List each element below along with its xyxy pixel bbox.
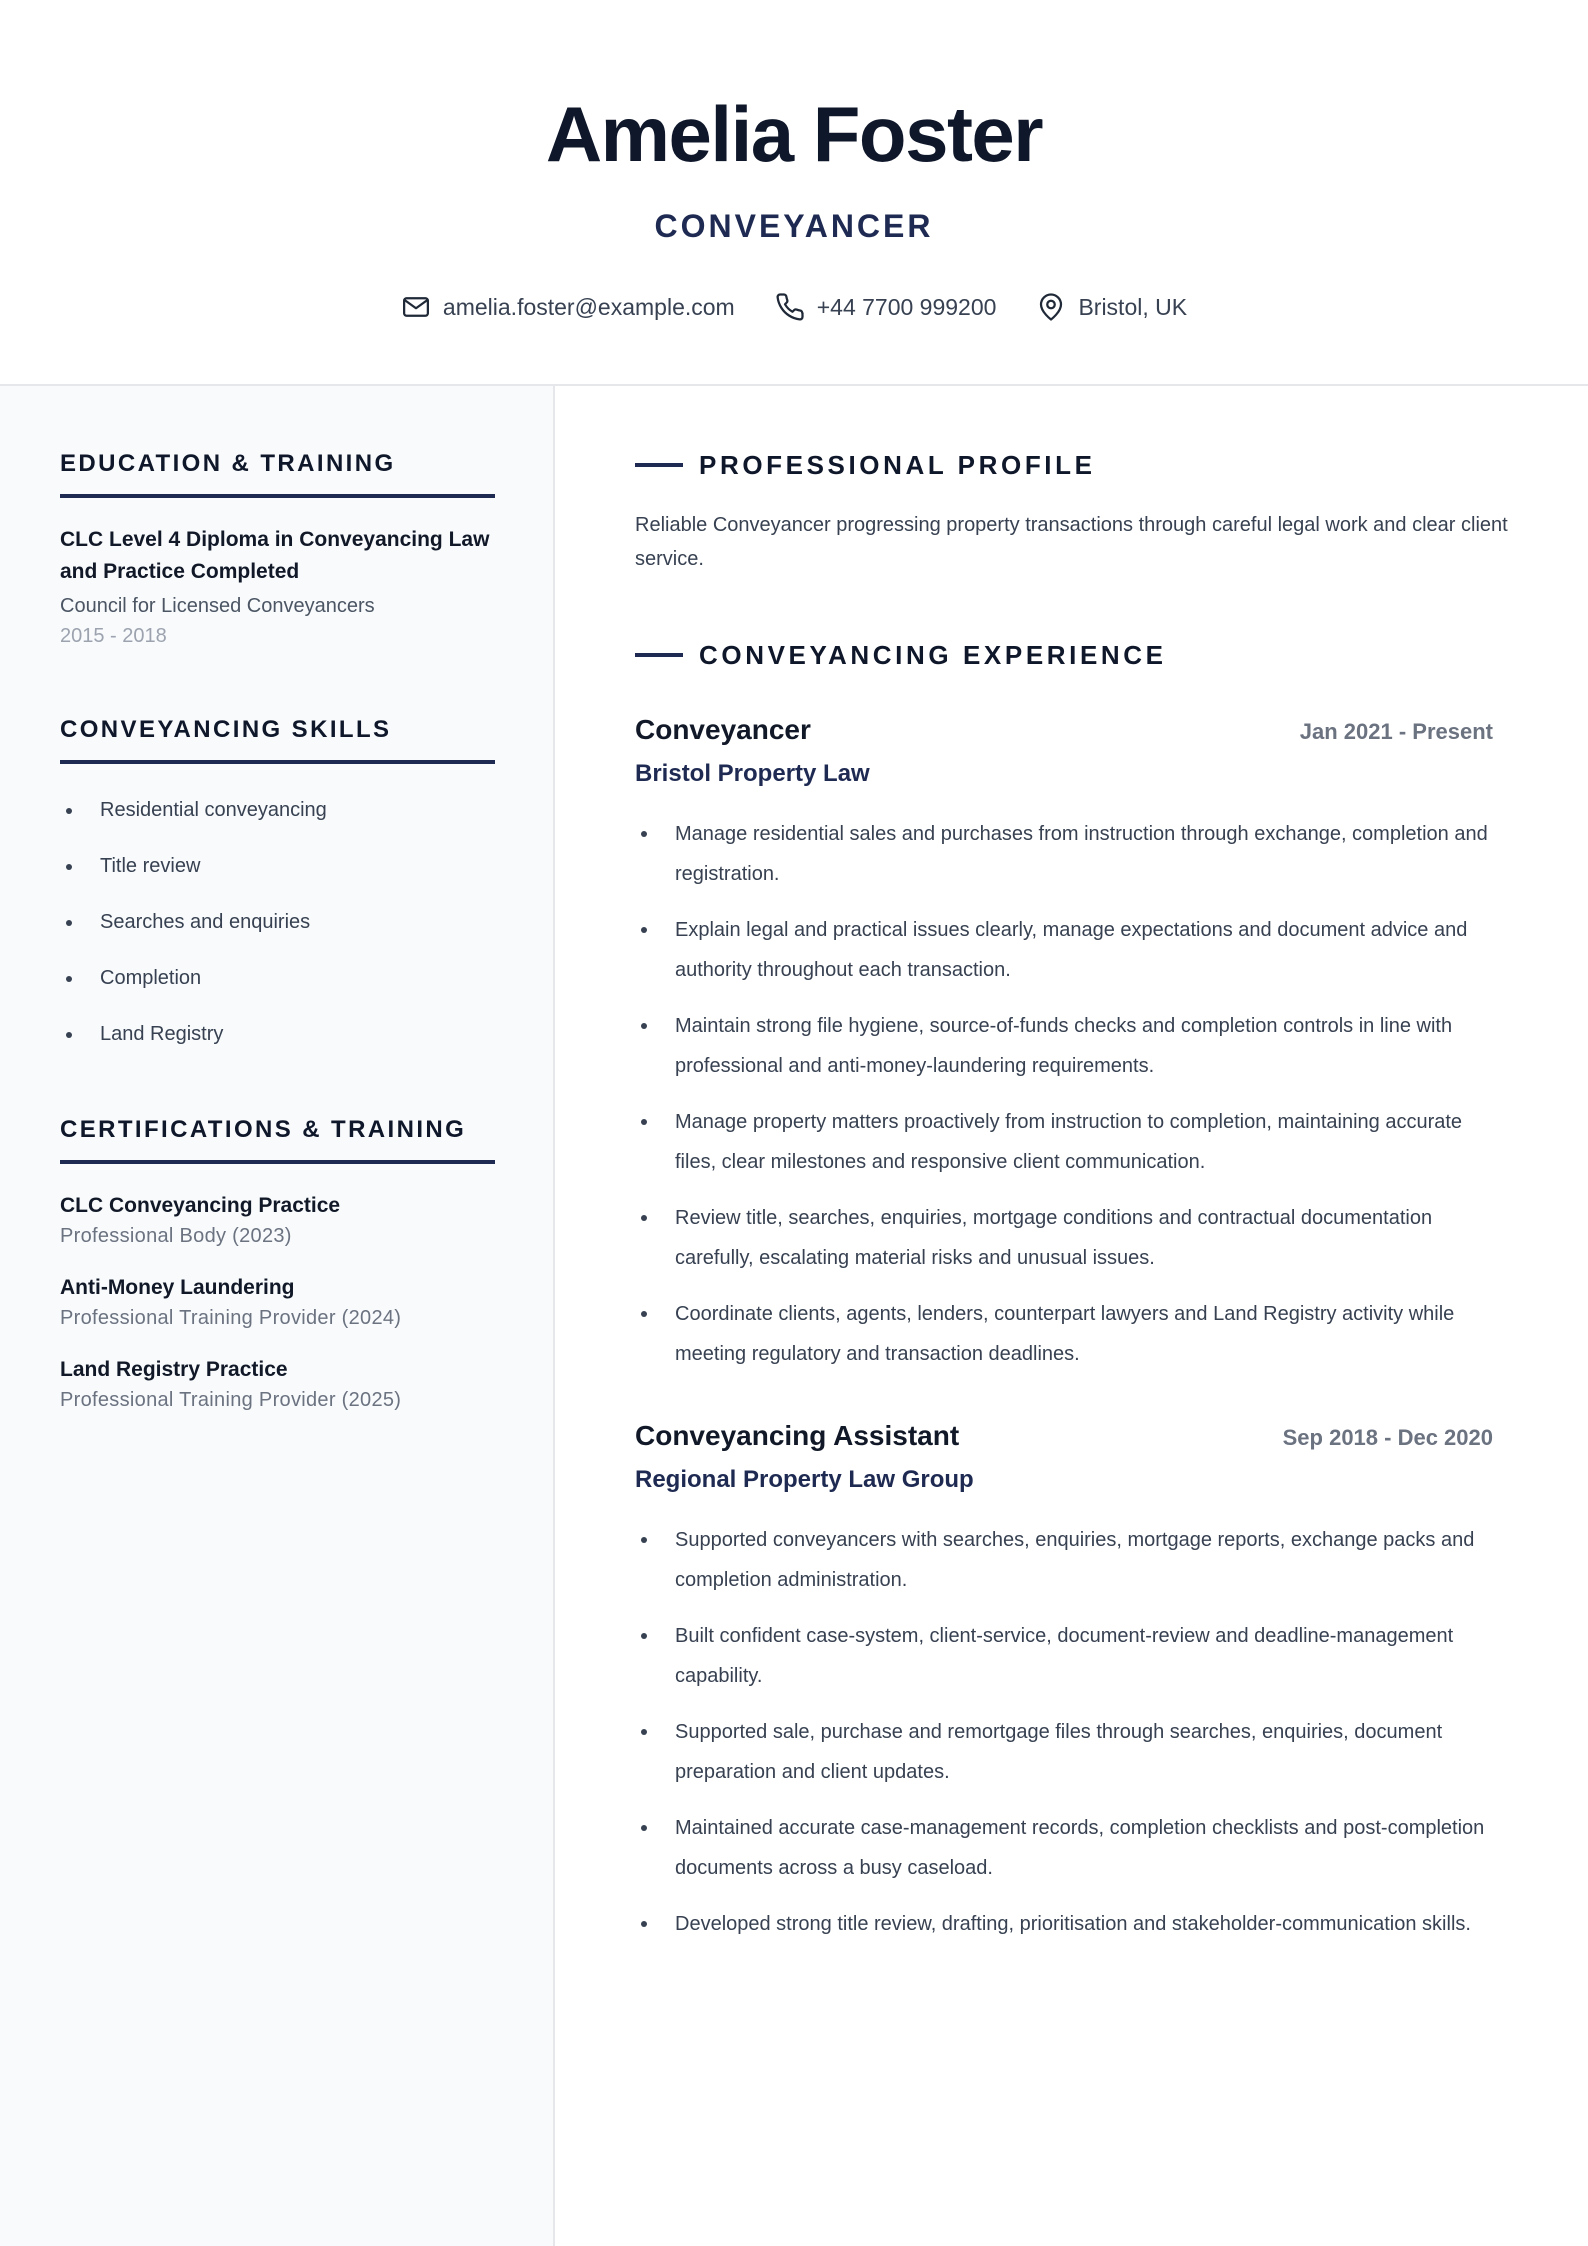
contact-row [0,290,1588,324]
job-bullet: Built confident case-system, client-service, document-review and deadline-management capability. [635,1616,1493,1696]
contact-phone[interactable] [775,290,997,324]
experience-heading [635,638,1167,672]
job-bullet: Maintained accurate case-management records, completion checklists and post-completion documents across a busy caseload. [635,1808,1493,1888]
candidate-role: CONVEYANCER [654,208,934,244]
job-title: Conveyancer [635,714,811,745]
job-dates: Jan 2021 - Present [1299,719,1493,744]
job-bullet: Developed strong title review, drafting, prioritisation and stakeholder-communication skills. [635,1904,1493,1944]
job-bullet: Manage property matters proactively from instruction to completion, maintaining accurate files, clear milestones and responsive client communication. [635,1102,1493,1182]
job-dates: Sep 2018 - Dec 2020 [1282,1425,1493,1450]
location-text: Bristol, UK [1078,294,1188,320]
heading-accent-bar [635,463,683,467]
mail-icon [401,292,431,322]
cert-meta: Professional Training Provider (2025) [60,1389,402,1411]
job-bullet: Coordinate clients, agents, lenders, counterpart lawyers and Land Registry activity while meeting regulatory and transaction deadlines. [635,1294,1493,1374]
job-bullet: Supported sale, purchase and remortgage files through searches, enquiries, document preparation and client updates. [635,1712,1493,1792]
job-bullet: Explain legal and practical issues clearly, manage expectations and document advice and authority throughout each transaction. [635,910,1493,990]
education-org: Council for Licensed Conveyancers [60,595,375,617]
contact-email[interactable] [401,290,735,324]
education-title: CLC Level 4 Diploma in Conveyancing Law and Practice Completed [60,528,490,583]
phone-icon [775,292,805,322]
job-bullet: Supported conveyancers with searches, enquiries, mortgage reports, exchange packs and completion administration. [635,1520,1493,1600]
job-title: Conveyancing Assistant [635,1420,960,1451]
map-pin-icon [1036,292,1066,322]
email-text: amelia.foster@example.com [442,294,735,320]
profile-heading [635,448,1096,482]
cert-meta: Professional Body (2023) [60,1225,292,1247]
cert-name: CLC Conveyancing Practice [60,1194,341,1217]
certifications-heading: CERTIFICATIONS & TRAINING [60,1114,495,1164]
main-content [555,386,1588,2246]
candidate-name: Amelia Foster [545,90,1043,178]
job-company: Regional Property Law Group [635,1466,974,1493]
experience-heading-text: CONVEYANCING EXPERIENCE [699,640,1167,670]
job-bullet: Maintain strong file hygiene, source-of-funds checks and completion controls in line with professional and anti-money-laundering requirements. [635,1006,1493,1086]
sidebar: EDUCATION & TRAINING CLC Level 4 Diploma in Conveyancing Law and Practice Completed Council for Licensed Conveyancers 2015 - 2018 CONVEYANCING SKILLS Residential conveyancing Title review Searches and enquiries Completion Land Registry CERTIFICATIONS & TRAINING CLC Conveyancing Practice Professional Body (2023) Anti-Money Laundering Professional Training Provider (2024) Land Registry Practice Professional Training Provider (2025) [0,386,555,2246]
job-bullet: Review title, searches, enquiries, mortgage conditions and contractual documentation carefully, escalating material risks and unusual issues. [635,1198,1493,1278]
job-bullet: Manage residential sales and purchases from instruction through exchange, completion and registration. [635,814,1493,894]
resume-header [0,0,1588,386]
profile-text: Reliable Conveyancer progressing property transactions through careful legal work and clear client service. [635,514,1508,570]
contact-location [1036,290,1187,324]
education-heading: EDUCATION & TRAINING [60,448,495,498]
education-years: 2015 - 2018 [60,625,167,647]
cert-name: Anti-Money Laundering [60,1276,295,1299]
phone-text: +44 7700 999200 [816,294,997,320]
job-company: Bristol Property Law [635,760,870,787]
profile-heading-text: PROFESSIONAL PROFILE [699,450,1096,480]
skills-heading: CONVEYANCING SKILLS [60,714,495,764]
cert-name: Land Registry Practice [60,1358,288,1381]
cert-meta: Professional Training Provider (2024) [60,1307,402,1329]
heading-accent-bar [635,653,683,657]
